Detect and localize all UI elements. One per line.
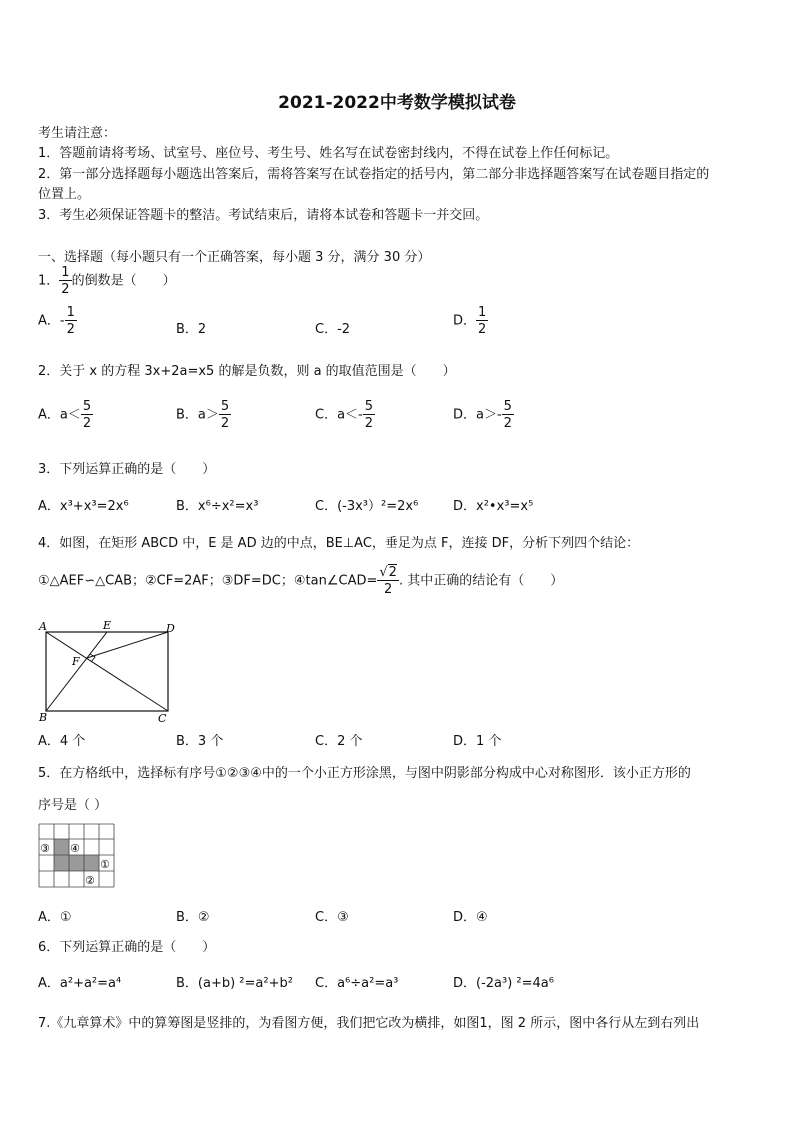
q4-option-c[interactable]: C．2 个 bbox=[315, 734, 363, 749]
label-d: D bbox=[166, 622, 175, 635]
grid-figure bbox=[38, 823, 118, 889]
q1-option-b[interactable]: B．2 bbox=[176, 322, 207, 337]
label-c: C bbox=[158, 712, 167, 724]
q6-option-c[interactable]: C．a⁶÷a²=a³ bbox=[315, 976, 399, 991]
q2-option-c[interactable]: C．a＜- $\frac{5}{2}$ bbox=[315, 399, 374, 431]
q4-option-b[interactable]: B．3 个 bbox=[176, 734, 224, 749]
mark-4: ④ bbox=[70, 842, 80, 855]
q3-option-d[interactable]: D．x²•x³=x⁵ bbox=[453, 499, 534, 514]
q5-option-a[interactable]: A．① bbox=[38, 910, 72, 925]
mark-2: ② bbox=[85, 874, 95, 887]
q6-option-a[interactable]: A．a²+a²=a⁴ bbox=[38, 976, 122, 991]
q3-option-a[interactable]: A．x³+x³=2x⁶ bbox=[38, 499, 129, 514]
question-7: 7.《九章算术》中的算筹图是竖排的，为看图方便，我们把它改为横排，如图1，图 2 所示，图中各行从左到右列出 bbox=[38, 1016, 700, 1031]
q3-option-c[interactable]: C．(-3x³）²=2x⁶ bbox=[315, 499, 419, 514]
q3-option-b[interactable]: B．x⁶÷x²=x³ bbox=[176, 499, 259, 514]
notice-item-2: 2．第一部分选择题每小题选出答案后，需将答案写在试卷指定的括号内，第二部分非选择题答案写在试卷题目指定的 bbox=[38, 167, 710, 182]
question-text: 的倒数是（ ） bbox=[71, 273, 176, 289]
q2-option-b[interactable]: B．a＞ $\frac{5}{2}$ bbox=[176, 399, 230, 431]
question-2: 2．关于 x 的方程 3x+2a=x5 的解是负数，则 a 的取值范围是（ ） bbox=[38, 364, 456, 379]
notice-heading: 考生请注意： bbox=[38, 126, 117, 141]
tan-fraction: $\frac{√2}{2}$ bbox=[379, 565, 397, 597]
question-3: 3．下列运算正确的是（ ） bbox=[38, 462, 216, 477]
q2-option-a[interactable]: A．a＜ $\frac{5}{2}$ bbox=[38, 399, 92, 431]
question-4: 4．如图，在矩形 ABCD 中，E 是 AD 边的中点，BE⊥AC，垂足为点 F，连接 DF，分析下列四个结论： bbox=[38, 536, 640, 551]
mark-1: ① bbox=[100, 858, 110, 871]
q4-option-a[interactable]: A．4 个 bbox=[38, 734, 86, 749]
question-5: 5．在方格纸中，选择标有序号①②③④中的一个小正方形涂黑，与图中阴影部分构成中心对称图形．该小正方形的 bbox=[38, 766, 691, 781]
label-a: A bbox=[39, 620, 47, 633]
q1-option-c[interactable]: C．-2 bbox=[315, 322, 351, 337]
rectangle-figure bbox=[36, 618, 181, 724]
question-6: 6．下列运算正确的是（ ） bbox=[38, 940, 216, 955]
label-b: B bbox=[39, 711, 48, 724]
q1-option-a[interactable]: A．- $\frac{1}{2}$ bbox=[38, 305, 75, 337]
q5-option-b[interactable]: B．② bbox=[176, 910, 210, 925]
q6-option-d[interactable]: D．(-2a³) ²=4a⁶ bbox=[453, 976, 554, 991]
question-1 bbox=[38, 266, 176, 296]
question-number: 1． bbox=[38, 273, 60, 289]
section-heading: 一、选择题（每小题只有一个正确答案，每小题 3 分，满分 30 分） bbox=[38, 250, 431, 265]
notice-item-3: 3．考生必须保证答题卡的整洁。考试结束后，请将本试卷和答题卡一并交回。 bbox=[38, 208, 489, 223]
q4-conclusions: ①△AEF∽△CAB；②CF=2AF；③DF=DC；④tan∠CAD= $\frac{√2}{2}$ . 其中正确的结论有（ ） bbox=[38, 565, 564, 597]
q4-option-d[interactable]: D．1 个 bbox=[453, 734, 502, 749]
mark-3: ③ bbox=[40, 842, 50, 855]
fraction: $\frac{1}{2}$ bbox=[61, 265, 70, 297]
segment-df bbox=[87, 632, 168, 658]
q1-option-d[interactable]: D． $\frac{1}{2}$ bbox=[453, 305, 487, 337]
notice-item-1: 1．答题前请将考场、试室号、座位号、考生号、姓名写在试卷密封线内，不得在试卷上作任何标记。 bbox=[38, 146, 619, 161]
segment-be bbox=[46, 632, 107, 711]
q2-option-d[interactable]: D．a＞- $\frac{5}{2}$ bbox=[453, 399, 512, 431]
page-title: 2021-2022中考数学模拟试卷 bbox=[278, 93, 516, 113]
question-5-cont: 序号是（ ） bbox=[38, 798, 108, 813]
q5-option-c[interactable]: C．③ bbox=[315, 910, 349, 925]
diagonal-ac bbox=[46, 632, 168, 711]
q6-option-b[interactable]: B．(a+b) ²=a²+b² bbox=[176, 976, 293, 991]
label-f: F bbox=[72, 655, 80, 668]
label-e: E bbox=[103, 619, 112, 632]
q5-option-d[interactable]: D．④ bbox=[453, 910, 488, 925]
notice-item-2-cont: 位置上。 bbox=[38, 187, 91, 202]
